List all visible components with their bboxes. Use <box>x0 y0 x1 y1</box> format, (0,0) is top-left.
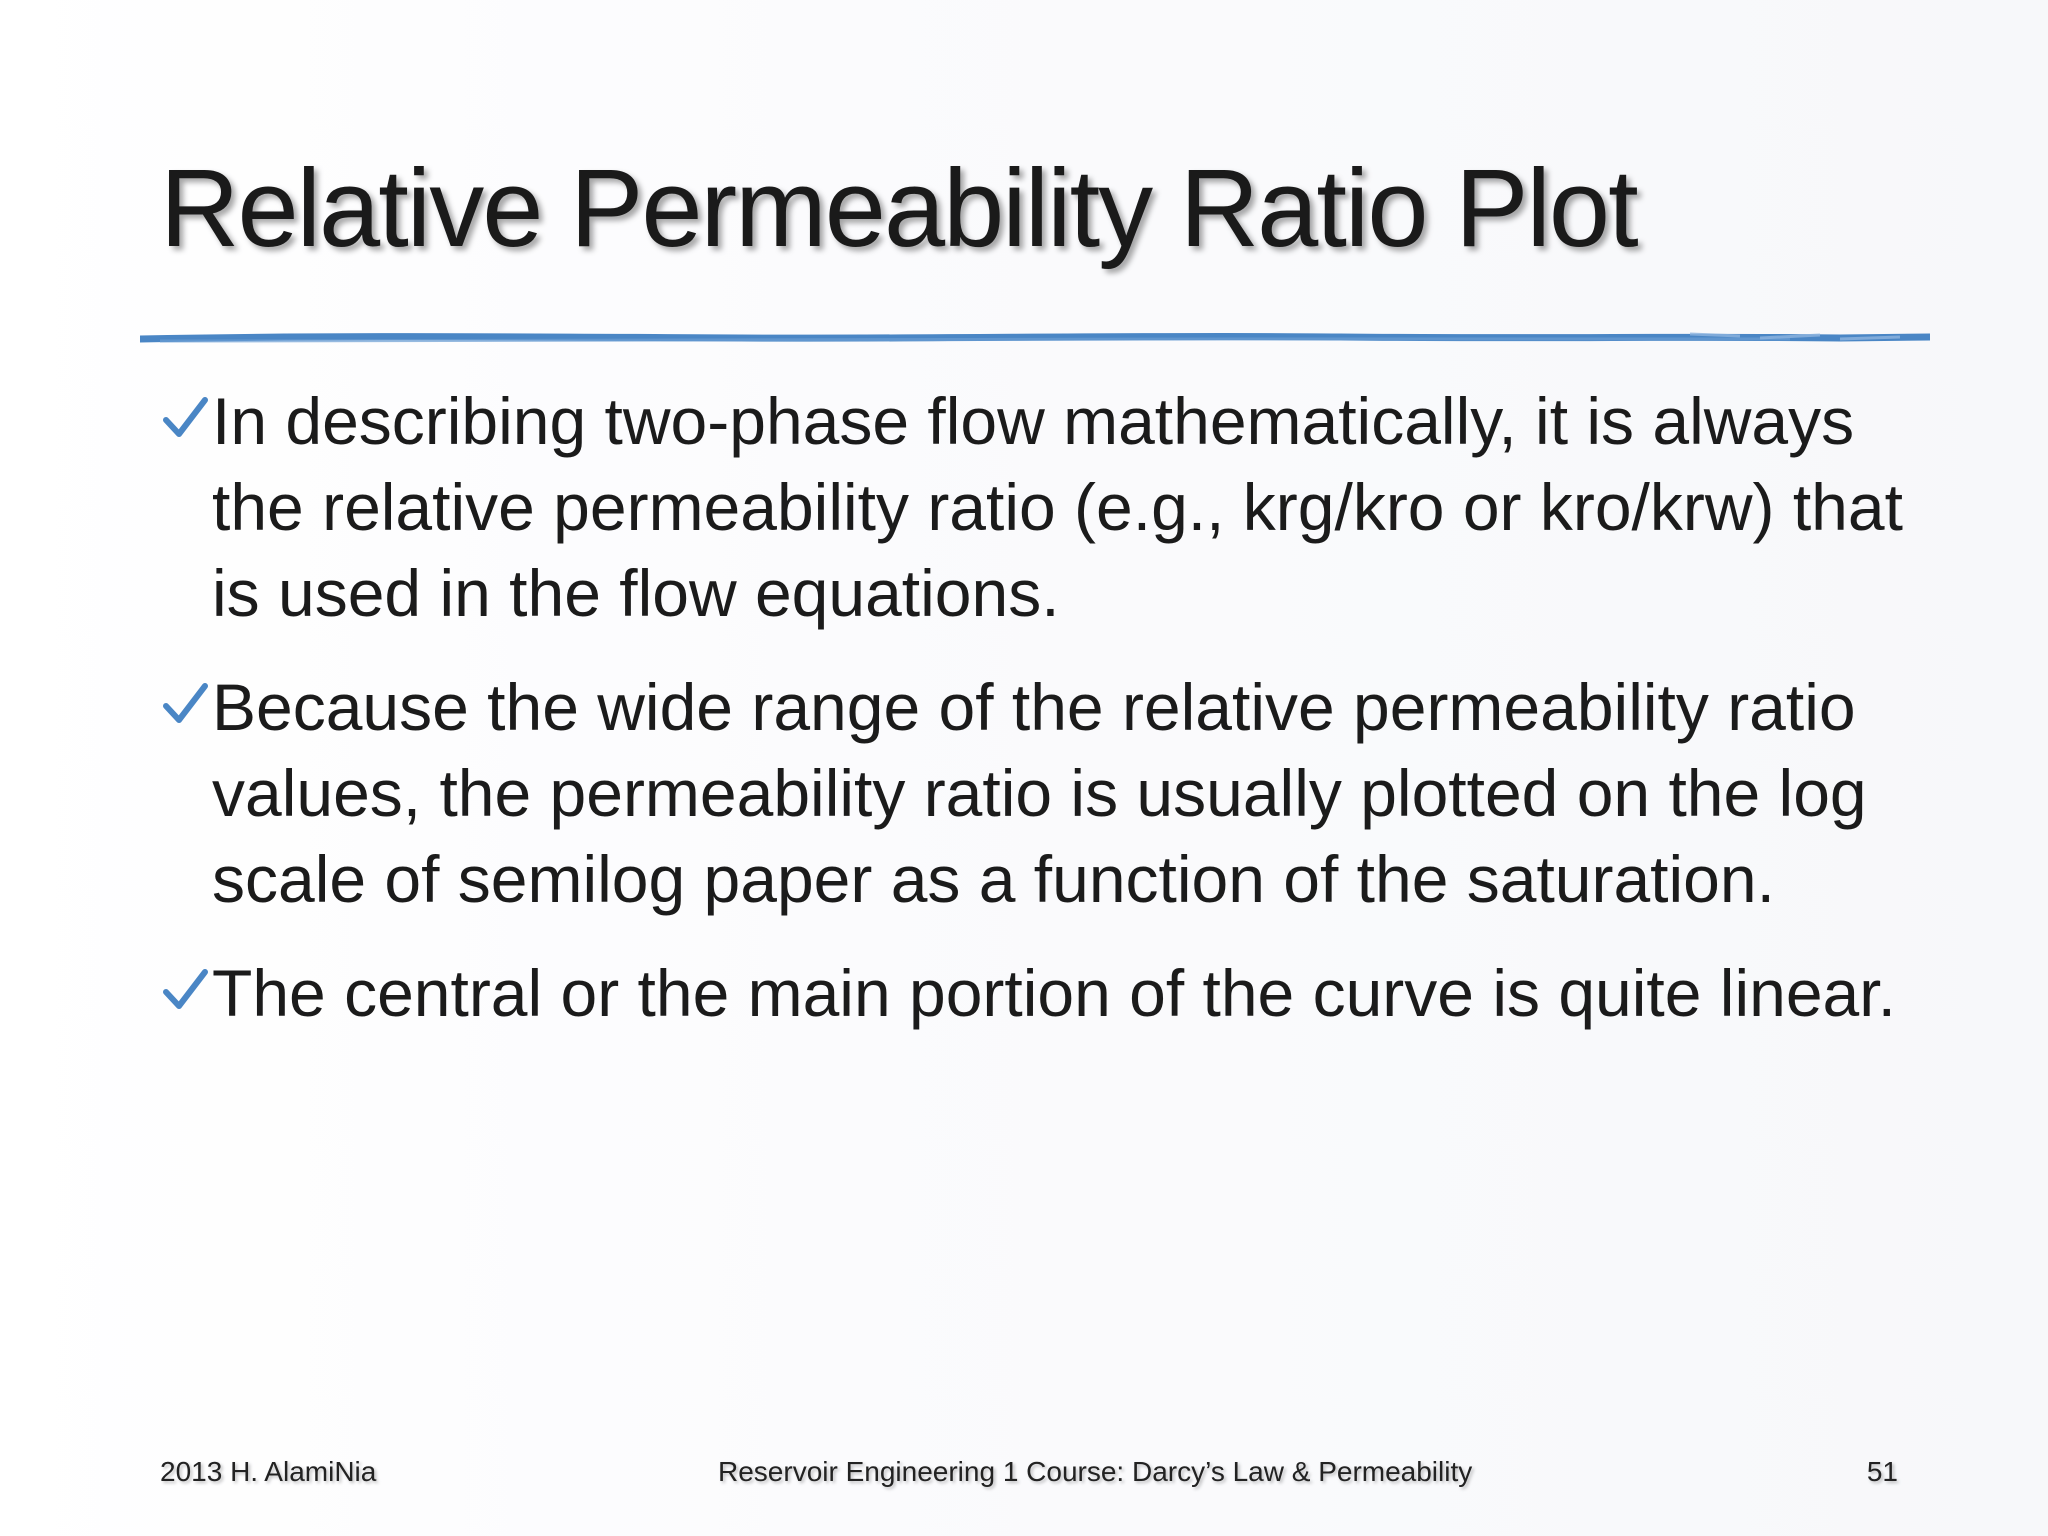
check-icon <box>162 394 208 440</box>
bullet-text: In describing two-phase flow mathematically, it is always the relative permeability ratio (e.g., krg/kro or kro/krw) that is used in the flow equations. <box>212 384 1903 630</box>
footer-author: 2013 H. AlamiNia <box>160 1456 377 1487</box>
bullet-text: The central or the main portion of the curve is quite linear. <box>212 956 1896 1030</box>
title-underline <box>140 326 1930 350</box>
footer-course-title: Reservoir Engineering 1 Course: Darcy’s Law & Permeability <box>718 1456 1473 1487</box>
check-icon <box>162 966 208 1012</box>
bullet-list <box>162 378 1922 1064</box>
check-icon <box>162 680 208 726</box>
slide-number: 51 <box>1866 1456 1898 1487</box>
bullet-item <box>162 950 1922 1036</box>
bullet-item <box>162 664 1922 922</box>
bullet-text: Because the wide range of the relative permeability ratio values, the permeability ratio is usually plotted on the log scale of semilog paper as a function of the saturation. <box>212 670 1867 916</box>
bullet-item <box>162 378 1922 636</box>
slide-title: Relative Permeability Ratio Plot <box>160 147 1637 270</box>
